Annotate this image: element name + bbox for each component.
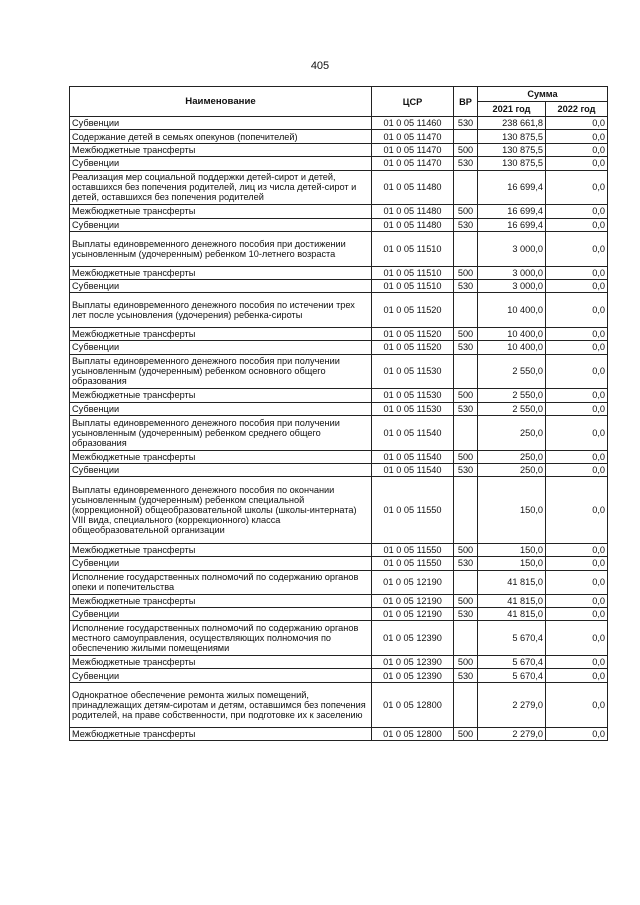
row-csr: 01 0 05 12800 xyxy=(372,727,454,740)
row-sum-2021: 5 670,4 xyxy=(478,669,546,682)
row-csr: 01 0 05 11470 xyxy=(372,157,454,170)
row-sum-2022: 0,0 xyxy=(546,157,608,170)
row-csr: 01 0 05 12190 xyxy=(372,594,454,607)
header-vr: ВР xyxy=(454,87,478,117)
row-vr: 500 xyxy=(454,143,478,156)
row-vr: 500 xyxy=(454,327,478,340)
table-row xyxy=(70,130,608,143)
row-sum-2021: 16 699,4 xyxy=(478,205,546,218)
row-csr: 01 0 05 11530 xyxy=(372,389,454,402)
row-name: Выплаты единовременного денежного пособия при получении усыновленным (удочеренным) ребенком основного общего образования xyxy=(70,354,372,389)
row-sum-2022: 0,0 xyxy=(546,416,608,451)
row-sum-2021: 250,0 xyxy=(478,450,546,463)
table-row xyxy=(70,231,608,266)
row-sum-2022: 0,0 xyxy=(546,594,608,607)
header-csr: ЦСР xyxy=(372,87,454,117)
row-vr xyxy=(454,682,478,727)
row-csr: 01 0 05 11510 xyxy=(372,266,454,279)
table-row xyxy=(70,477,608,543)
row-csr: 01 0 05 11550 xyxy=(372,543,454,556)
row-csr: 01 0 05 12190 xyxy=(372,608,454,621)
header-year-2022: 2022 год xyxy=(546,102,608,117)
row-vr xyxy=(454,477,478,543)
table-row xyxy=(70,727,608,740)
table-row xyxy=(70,266,608,279)
row-sum-2021: 2 279,0 xyxy=(478,727,546,740)
row-name: Межбюджетные трансферты xyxy=(70,450,372,463)
row-vr: 530 xyxy=(454,341,478,354)
row-vr: 500 xyxy=(454,266,478,279)
row-sum-2022: 0,0 xyxy=(546,608,608,621)
budget-table xyxy=(69,86,608,741)
table-row xyxy=(70,570,608,594)
row-sum-2021: 16 699,4 xyxy=(478,170,546,205)
row-csr: 01 0 05 11510 xyxy=(372,279,454,292)
row-vr: 530 xyxy=(454,402,478,415)
table-row xyxy=(70,354,608,389)
row-vr: 530 xyxy=(454,117,478,130)
row-sum-2021: 3 000,0 xyxy=(478,266,546,279)
row-name: Субвенции xyxy=(70,608,372,621)
row-name: Межбюджетные трансферты xyxy=(70,266,372,279)
row-name: Межбюджетные трансферты xyxy=(70,655,372,668)
row-sum-2021: 10 400,0 xyxy=(478,341,546,354)
row-sum-2022: 0,0 xyxy=(546,570,608,594)
row-vr: 530 xyxy=(454,279,478,292)
row-name: Исполнение государственных полномочий по содержанию органов опеки и попечительства xyxy=(70,570,372,594)
table-row xyxy=(70,279,608,292)
row-vr: 500 xyxy=(454,655,478,668)
row-vr: 530 xyxy=(454,464,478,477)
row-sum-2021: 2 550,0 xyxy=(478,402,546,415)
table-row xyxy=(70,608,608,621)
row-sum-2021: 2 550,0 xyxy=(478,354,546,389)
row-vr: 530 xyxy=(454,608,478,621)
row-sum-2022: 0,0 xyxy=(546,130,608,143)
row-sum-2021: 250,0 xyxy=(478,464,546,477)
row-vr: 500 xyxy=(454,543,478,556)
row-sum-2021: 16 699,4 xyxy=(478,218,546,231)
row-sum-2021: 130 875,5 xyxy=(478,143,546,156)
row-vr xyxy=(454,231,478,266)
row-csr: 01 0 05 11520 xyxy=(372,293,454,328)
row-name: Субвенции xyxy=(70,341,372,354)
row-sum-2022: 0,0 xyxy=(546,117,608,130)
table-row xyxy=(70,621,608,656)
row-csr: 01 0 05 12390 xyxy=(372,669,454,682)
row-name: Межбюджетные трансферты xyxy=(70,327,372,340)
table-row xyxy=(70,557,608,570)
row-name: Межбюджетные трансферты xyxy=(70,543,372,556)
row-vr: 500 xyxy=(454,205,478,218)
row-sum-2021: 41 815,0 xyxy=(478,608,546,621)
row-sum-2022: 0,0 xyxy=(546,218,608,231)
row-vr xyxy=(454,570,478,594)
row-name: Выплаты единовременного денежного пособия по окончании усыновленным (удочеренным) ребенком специальной (коррекционной) общеобразовательной школы (школы-интерната) VIII вида, специального (коррекционного) класса общеобразовательной организации xyxy=(70,477,372,543)
row-name: Субвенции xyxy=(70,557,372,570)
row-csr: 01 0 05 11480 xyxy=(372,170,454,205)
row-sum-2021: 130 875,5 xyxy=(478,130,546,143)
row-sum-2022: 0,0 xyxy=(546,354,608,389)
table-row xyxy=(70,450,608,463)
row-name: Выплаты единовременного денежного пособия по истечении трех лет после усыновления (удочерения) ребенка-сироты xyxy=(70,293,372,328)
row-sum-2021: 10 400,0 xyxy=(478,327,546,340)
row-name: Межбюджетные трансферты xyxy=(70,727,372,740)
row-sum-2022: 0,0 xyxy=(546,341,608,354)
row-sum-2021: 150,0 xyxy=(478,557,546,570)
row-sum-2022: 0,0 xyxy=(546,143,608,156)
row-sum-2022: 0,0 xyxy=(546,402,608,415)
row-name: Субвенции xyxy=(70,117,372,130)
table-row xyxy=(70,218,608,231)
row-name: Однократное обеспечение ремонта жилых помещений, принадлежащих детям-сиротам и детям, оставшимся без попечения родителей, на праве собственности, при подготовке их к заселению xyxy=(70,682,372,727)
row-vr xyxy=(454,621,478,656)
table-body xyxy=(70,117,608,741)
header-name: Наименование xyxy=(70,87,372,117)
row-csr: 01 0 05 11540 xyxy=(372,464,454,477)
row-sum-2021: 3 000,0 xyxy=(478,279,546,292)
row-sum-2022: 0,0 xyxy=(546,389,608,402)
table-row xyxy=(70,402,608,415)
row-vr xyxy=(454,170,478,205)
row-sum-2021: 2 279,0 xyxy=(478,682,546,727)
row-name: Выплаты единовременного денежного пособия при достижении усыновленным (удочеренным) ребенком 10-летнего возраста xyxy=(70,231,372,266)
row-sum-2022: 0,0 xyxy=(546,205,608,218)
row-vr xyxy=(454,293,478,328)
row-vr: 530 xyxy=(454,557,478,570)
row-vr: 500 xyxy=(454,727,478,740)
table-row xyxy=(70,655,608,668)
table-row xyxy=(70,293,608,328)
row-sum-2021: 150,0 xyxy=(478,477,546,543)
table-row xyxy=(70,157,608,170)
row-sum-2021: 3 000,0 xyxy=(478,231,546,266)
row-sum-2022: 0,0 xyxy=(546,279,608,292)
row-sum-2022: 0,0 xyxy=(546,327,608,340)
row-csr: 01 0 05 11530 xyxy=(372,354,454,389)
row-csr: 01 0 05 11480 xyxy=(372,205,454,218)
row-name: Содержание детей в семьях опекунов (попечителей) xyxy=(70,130,372,143)
row-vr: 530 xyxy=(454,218,478,231)
row-name: Выплаты единовременного денежного пособия при получении усыновленным (удочеренным) ребенком среднего общего образования xyxy=(70,416,372,451)
table-row xyxy=(70,464,608,477)
table-row xyxy=(70,170,608,205)
row-sum-2021: 5 670,4 xyxy=(478,655,546,668)
row-sum-2022: 0,0 xyxy=(546,727,608,740)
row-csr: 01 0 05 11510 xyxy=(372,231,454,266)
row-name: Исполнение государственных полномочий по содержанию органов местного самоуправления, осуществляющих полномочия по обеспечению жилыми помещениями xyxy=(70,621,372,656)
row-sum-2022: 0,0 xyxy=(546,170,608,205)
row-name: Реализация мер социальной поддержки детей-сирот и детей, оставшихся без попечения родителей, лиц из числа детей-сирот и детей, оставшихся без попечения родителей xyxy=(70,170,372,205)
table-row xyxy=(70,682,608,727)
row-csr: 01 0 05 12800 xyxy=(372,682,454,727)
row-name: Межбюджетные трансферты xyxy=(70,594,372,607)
row-vr: 530 xyxy=(454,157,478,170)
row-sum-2022: 0,0 xyxy=(546,543,608,556)
row-sum-2021: 2 550,0 xyxy=(478,389,546,402)
row-sum-2022: 0,0 xyxy=(546,293,608,328)
table-row xyxy=(70,389,608,402)
row-name: Субвенции xyxy=(70,669,372,682)
row-csr: 01 0 05 11540 xyxy=(372,450,454,463)
row-sum-2021: 5 670,4 xyxy=(478,621,546,656)
row-csr: 01 0 05 11460 xyxy=(372,117,454,130)
row-name: Субвенции xyxy=(70,279,372,292)
table-row xyxy=(70,416,608,451)
row-sum-2022: 0,0 xyxy=(546,669,608,682)
table-row xyxy=(70,341,608,354)
row-sum-2022: 0,0 xyxy=(546,655,608,668)
row-name: Субвенции xyxy=(70,402,372,415)
row-sum-2022: 0,0 xyxy=(546,464,608,477)
row-sum-2022: 0,0 xyxy=(546,266,608,279)
row-sum-2022: 0,0 xyxy=(546,477,608,543)
row-name: Субвенции xyxy=(70,157,372,170)
row-name: Межбюджетные трансферты xyxy=(70,143,372,156)
row-vr: 500 xyxy=(454,389,478,402)
row-csr: 01 0 05 11540 xyxy=(372,416,454,451)
row-sum-2021: 150,0 xyxy=(478,543,546,556)
row-csr: 01 0 05 11470 xyxy=(372,130,454,143)
table-row xyxy=(70,594,608,607)
row-name: Субвенции xyxy=(70,218,372,231)
table-row xyxy=(70,117,608,130)
row-sum-2021: 250,0 xyxy=(478,416,546,451)
row-vr: 500 xyxy=(454,594,478,607)
row-sum-2021: 130 875,5 xyxy=(478,157,546,170)
row-name: Межбюджетные трансферты xyxy=(70,205,372,218)
row-csr: 01 0 05 11470 xyxy=(372,143,454,156)
row-csr: 01 0 05 11550 xyxy=(372,557,454,570)
row-csr: 01 0 05 12190 xyxy=(372,570,454,594)
table-row xyxy=(70,327,608,340)
table-row xyxy=(70,143,608,156)
row-csr: 01 0 05 11520 xyxy=(372,341,454,354)
row-sum-2022: 0,0 xyxy=(546,450,608,463)
table-row xyxy=(70,543,608,556)
header-year-2021: 2021 год xyxy=(478,102,546,117)
row-sum-2022: 0,0 xyxy=(546,557,608,570)
table-row xyxy=(70,205,608,218)
row-name: Субвенции xyxy=(70,464,372,477)
page-number: 405 xyxy=(310,60,330,72)
table-header xyxy=(70,87,608,117)
row-vr xyxy=(454,416,478,451)
row-sum-2021: 10 400,0 xyxy=(478,293,546,328)
row-vr: 530 xyxy=(454,669,478,682)
row-vr xyxy=(454,130,478,143)
table-row xyxy=(70,669,608,682)
row-name: Межбюджетные трансферты xyxy=(70,389,372,402)
row-sum-2022: 0,0 xyxy=(546,682,608,727)
row-csr: 01 0 05 11520 xyxy=(372,327,454,340)
row-vr xyxy=(454,354,478,389)
header-sum: Сумма xyxy=(478,87,608,102)
row-sum-2021: 238 661,8 xyxy=(478,117,546,130)
row-vr: 500 xyxy=(454,450,478,463)
row-sum-2021: 41 815,0 xyxy=(478,570,546,594)
row-sum-2022: 0,0 xyxy=(546,231,608,266)
row-csr: 01 0 05 12390 xyxy=(372,655,454,668)
row-csr: 01 0 05 12390 xyxy=(372,621,454,656)
row-csr: 01 0 05 11480 xyxy=(372,218,454,231)
row-sum-2021: 41 815,0 xyxy=(478,594,546,607)
row-sum-2022: 0,0 xyxy=(546,621,608,656)
row-csr: 01 0 05 11550 xyxy=(372,477,454,543)
row-csr: 01 0 05 11530 xyxy=(372,402,454,415)
